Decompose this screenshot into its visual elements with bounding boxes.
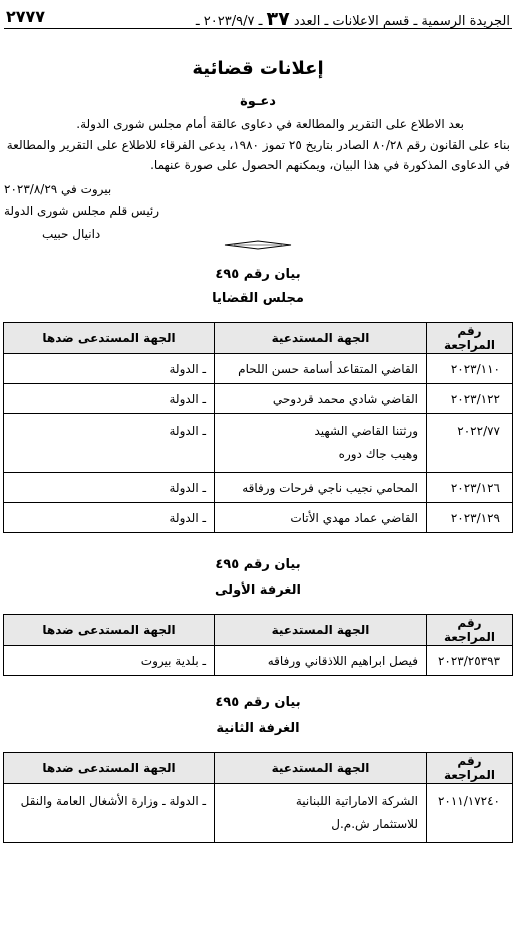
requester-line: وهيب جاك دوره	[338, 447, 418, 461]
respondent-cell: ـ الدولة	[4, 414, 215, 473]
summons-line-1: بعد الاطلاع على التقرير والمطالعة في دعاوى عالقة أمام مجلس شورى الدولة.	[76, 117, 464, 131]
signatory-name: دانيال حبيب	[42, 227, 101, 241]
statement-3-table	[3, 752, 513, 843]
summons-line-2: بناء على القانون رقم ٨٠/٢٨ الصادر بتاريخ ٢٥ تموز ١٩٨٠، يدعى الفرقاء للاطلاع على التقرير والمطالعة	[6, 138, 510, 152]
respondent-cell: ـ الدولة	[4, 384, 215, 414]
statement-1-chamber: مجلس القضايا	[212, 291, 304, 306]
respondent-cell: ـ بلدية بيروت	[4, 646, 215, 676]
requester-line: للاستثمار ش.م.ل	[331, 817, 418, 831]
table-row	[4, 646, 513, 676]
col-header-respondent: الجهة المستدعى ضدها	[4, 753, 215, 784]
summons-heading: دعـوة	[240, 94, 276, 109]
requester-cell: القاضي المتقاعد أسامة حسن اللحام	[215, 354, 427, 384]
respondent-cell: ـ الدولة ـ وزارة الأشغال العامة والنقل	[4, 784, 215, 843]
requester-cell	[215, 414, 427, 473]
col-header-ref: رقم المراجعة	[427, 753, 513, 784]
requester-cell: فيصل ابراهيم اللاذقاني ورفاقه	[215, 646, 427, 676]
col-header-requester: الجهة المستدعية	[215, 615, 427, 646]
table-header-row	[4, 323, 513, 354]
summons-line-3: في الدعاوى المذكورة في هذا البيان، ويمكنهم الحصول على صورة عنهما.	[150, 158, 510, 172]
table-header-row	[4, 753, 513, 784]
requester-line: الشركة الاماراتية اللبنانية	[295, 794, 418, 808]
requester-cell: المحامي نجيب ناجي فرحات ورفاقه	[215, 473, 427, 503]
col-header-requester: الجهة المستدعية	[215, 323, 427, 354]
issue-number: ٣٧	[266, 8, 290, 30]
statement-2-chamber: الغرفة الأولى	[215, 583, 301, 598]
table-row	[4, 384, 513, 414]
col-header-ref: رقم المراجعة	[427, 323, 513, 354]
requester-cell: القاضي شادي محمد قردوحي	[215, 384, 427, 414]
ref-cell: ٢٠١١/١٧٢٤٠	[427, 784, 513, 843]
section-title: إعلانات قضائية	[192, 58, 324, 79]
statement-2-table	[3, 614, 513, 676]
ref-cell: ٢٠٢٣/١٢٦	[427, 473, 513, 503]
statement-2-title: بيان رقم ٤٩٥	[215, 557, 301, 572]
respondent-cell: ـ الدولة	[4, 473, 215, 503]
issue-date: ـ ٢٠٢٣/٩/٧ ـ	[195, 14, 263, 29]
table-row	[4, 473, 513, 503]
table-row	[4, 414, 513, 473]
requester-cell: القاضي عماد مهدي الأتات	[215, 503, 427, 533]
respondent-cell: ـ الدولة	[4, 503, 215, 533]
requester-cell	[215, 784, 427, 843]
signatory-title: رئيس قلم مجلس شورى الدولة	[4, 204, 160, 218]
requester-line: ورثتنا القاضي الشهيد	[314, 424, 418, 438]
ref-cell: ٢٠٢٣/٢٥٣٩٣	[427, 646, 513, 676]
statement-1-title: بيان رقم ٤٩٥	[215, 267, 301, 282]
col-header-ref: رقم المراجعة	[427, 615, 513, 646]
ref-cell: ٢٠٢٢/٧٧	[427, 414, 513, 473]
ref-cell: ٢٠٢٣/١١٠	[427, 354, 513, 384]
ref-cell: ٢٠٢٣/١٢٢	[427, 384, 513, 414]
page-number: ٢٧٧٧	[6, 7, 46, 26]
respondent-cell: ـ الدولة	[4, 354, 215, 384]
table-row	[4, 354, 513, 384]
col-header-respondent: الجهة المستدعى ضدها	[4, 323, 215, 354]
statement-3-title: بيان رقم ٤٩٥	[215, 695, 301, 710]
statement-1-table	[3, 322, 513, 533]
running-title-line	[196, 8, 510, 30]
ref-cell: ٢٠٢٣/١٢٩	[427, 503, 513, 533]
col-header-respondent: الجهة المستدعى ضدها	[4, 615, 215, 646]
table-row	[4, 503, 513, 533]
running-title: الجريدة الرسمية ـ قسم الاعلانات ـ العدد	[293, 14, 510, 29]
table-header-row	[4, 615, 513, 646]
ornamental-divider	[224, 240, 292, 250]
table-row	[4, 784, 513, 843]
running-header	[4, 6, 512, 29]
place-date: بيروت في ٢٠٢٣/٨/٢٩	[4, 182, 112, 196]
statement-3-chamber: الغرفة الثانية	[216, 721, 300, 736]
col-header-requester: الجهة المستدعية	[215, 753, 427, 784]
